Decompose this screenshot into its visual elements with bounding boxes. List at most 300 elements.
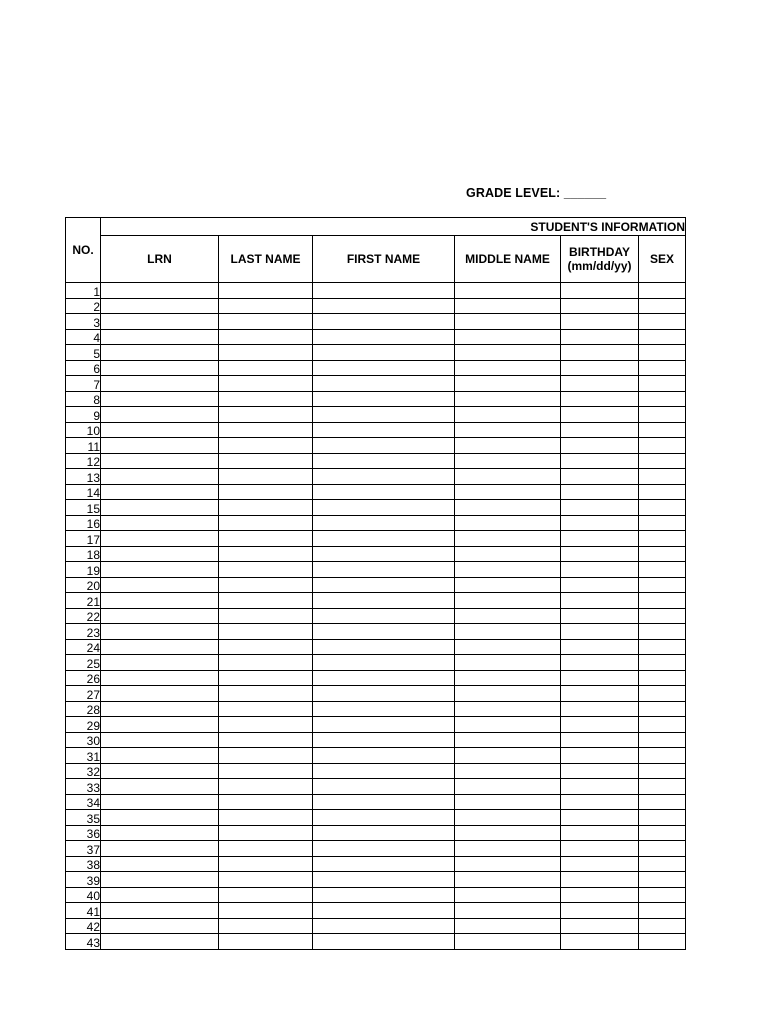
row-number: 11 [66, 438, 101, 454]
lrn-cell[interactable] [101, 360, 219, 376]
birthday-label: BIRTHDAY [569, 245, 630, 259]
birthday-cell[interactable] [561, 608, 639, 624]
birthday-cell[interactable] [561, 345, 639, 361]
lrn-cell[interactable] [101, 639, 219, 655]
middle-name-cell[interactable] [455, 577, 561, 593]
birthday-cell[interactable] [561, 283, 639, 299]
sex-cell[interactable] [639, 825, 686, 841]
middle-name-cell[interactable] [455, 686, 561, 702]
last-name-cell[interactable] [219, 934, 313, 950]
lrn-cell[interactable] [101, 825, 219, 841]
first-name-cell[interactable] [313, 314, 455, 330]
sex-cell[interactable] [639, 701, 686, 717]
last-name-cell[interactable] [219, 484, 313, 500]
birthday-cell[interactable] [561, 748, 639, 764]
first-name-cell[interactable] [313, 918, 455, 934]
middle-name-cell[interactable] [455, 670, 561, 686]
row-number: 42 [66, 918, 101, 934]
birthday-cell[interactable] [561, 903, 639, 919]
last-name-cell[interactable] [219, 314, 313, 330]
last-name-cell[interactable] [219, 438, 313, 454]
first-name-cell[interactable] [313, 779, 455, 795]
birthday-cell[interactable] [561, 655, 639, 671]
lrn-cell[interactable] [101, 810, 219, 826]
lrn-cell[interactable] [101, 314, 219, 330]
table-row [66, 918, 686, 934]
sex-cell[interactable] [639, 748, 686, 764]
last-name-cell[interactable] [219, 469, 313, 485]
table-row [66, 624, 686, 640]
sex-cell[interactable] [639, 856, 686, 872]
row-number: 17 [66, 531, 101, 547]
last-name-cell[interactable] [219, 546, 313, 562]
table-row [66, 438, 686, 454]
first-name-cell[interactable] [313, 608, 455, 624]
middle-name-cell[interactable] [455, 329, 561, 345]
middle-name-cell[interactable] [455, 701, 561, 717]
first-name-cell[interactable] [313, 407, 455, 423]
table-row [66, 407, 686, 423]
lrn-cell[interactable] [101, 562, 219, 578]
sex-cell[interactable] [639, 500, 686, 516]
table-row [66, 670, 686, 686]
middle-name-cell[interactable] [455, 283, 561, 299]
middle-name-cell[interactable] [455, 593, 561, 609]
table-row [66, 484, 686, 500]
middle-name-cell[interactable] [455, 407, 561, 423]
birthday-cell[interactable] [561, 810, 639, 826]
sex-cell[interactable] [639, 484, 686, 500]
first-name-cell[interactable] [313, 469, 455, 485]
birthday-cell[interactable] [561, 515, 639, 531]
lrn-cell[interactable] [101, 407, 219, 423]
sex-cell[interactable] [639, 872, 686, 888]
lrn-cell[interactable] [101, 779, 219, 795]
lrn-cell[interactable] [101, 531, 219, 547]
lrn-cell[interactable] [101, 794, 219, 810]
last-name-cell[interactable] [219, 624, 313, 640]
last-name-cell[interactable] [219, 918, 313, 934]
table-row [66, 887, 686, 903]
row-number: 20 [66, 577, 101, 593]
lrn-cell[interactable] [101, 670, 219, 686]
lrn-cell[interactable] [101, 918, 219, 934]
middle-name-cell[interactable] [455, 872, 561, 888]
first-name-cell[interactable] [313, 360, 455, 376]
lrn-cell[interactable] [101, 391, 219, 407]
birthday-cell[interactable] [561, 438, 639, 454]
first-name-cell[interactable] [313, 763, 455, 779]
lrn-cell[interactable] [101, 701, 219, 717]
birthday-cell[interactable] [561, 794, 639, 810]
sex-cell[interactable] [639, 794, 686, 810]
sex-cell[interactable] [639, 608, 686, 624]
middle-name-cell[interactable] [455, 810, 561, 826]
first-name-cell[interactable] [313, 624, 455, 640]
table-row [66, 283, 686, 299]
lrn-cell[interactable] [101, 422, 219, 438]
first-name-cell[interactable] [313, 670, 455, 686]
sex-cell[interactable] [639, 810, 686, 826]
birthday-cell[interactable] [561, 841, 639, 857]
first-name-cell[interactable] [313, 717, 455, 733]
sex-cell[interactable] [639, 624, 686, 640]
middle-name-cell[interactable] [455, 469, 561, 485]
lrn-cell[interactable] [101, 515, 219, 531]
first-name-cell[interactable] [313, 531, 455, 547]
first-name-cell[interactable] [313, 810, 455, 826]
sex-cell[interactable] [639, 531, 686, 547]
table-row [66, 794, 686, 810]
sex-cell[interactable] [639, 562, 686, 578]
birthday-cell[interactable] [561, 856, 639, 872]
last-name-cell[interactable] [219, 298, 313, 314]
column-header-middle-name: MIDDLE NAME [455, 236, 561, 283]
middle-name-cell[interactable] [455, 918, 561, 934]
first-name-cell[interactable] [313, 794, 455, 810]
last-name-cell[interactable] [219, 329, 313, 345]
sex-cell[interactable] [639, 577, 686, 593]
birthday-cell[interactable] [561, 329, 639, 345]
first-name-cell[interactable] [313, 298, 455, 314]
lrn-cell[interactable] [101, 903, 219, 919]
lrn-cell[interactable] [101, 298, 219, 314]
first-name-cell[interactable] [313, 856, 455, 872]
middle-name-cell[interactable] [455, 794, 561, 810]
row-number: 30 [66, 732, 101, 748]
middle-name-cell[interactable] [455, 934, 561, 950]
middle-name-cell[interactable] [455, 438, 561, 454]
row-number: 15 [66, 500, 101, 516]
row-number: 7 [66, 376, 101, 392]
middle-name-cell[interactable] [455, 453, 561, 469]
birthday-cell[interactable] [561, 484, 639, 500]
middle-name-cell[interactable] [455, 639, 561, 655]
lrn-cell[interactable] [101, 655, 219, 671]
table-row [66, 593, 686, 609]
table-row [66, 391, 686, 407]
sex-cell[interactable] [639, 934, 686, 950]
table-row [66, 531, 686, 547]
first-name-cell[interactable] [313, 500, 455, 516]
grade-level-label: GRADE LEVEL: ______ [466, 186, 607, 200]
lrn-cell[interactable] [101, 624, 219, 640]
first-name-cell[interactable] [313, 562, 455, 578]
row-number: 22 [66, 608, 101, 624]
sex-cell[interactable] [639, 283, 686, 299]
birthday-cell[interactable] [561, 422, 639, 438]
birthday-cell[interactable] [561, 593, 639, 609]
first-name-cell[interactable] [313, 872, 455, 888]
last-name-cell[interactable] [219, 500, 313, 516]
lrn-cell[interactable] [101, 608, 219, 624]
last-name-cell[interactable] [219, 577, 313, 593]
first-name-cell[interactable] [313, 283, 455, 299]
middle-name-cell[interactable] [455, 360, 561, 376]
first-name-cell[interactable] [313, 593, 455, 609]
table-row [66, 763, 686, 779]
middle-name-cell[interactable] [455, 748, 561, 764]
last-name-cell[interactable] [219, 407, 313, 423]
birthday-cell[interactable] [561, 577, 639, 593]
sex-cell[interactable] [639, 655, 686, 671]
middle-name-cell[interactable] [455, 484, 561, 500]
lrn-cell[interactable] [101, 732, 219, 748]
birthday-format: (mm/dd/yy) [567, 259, 632, 273]
middle-name-cell[interactable] [455, 856, 561, 872]
lrn-cell[interactable] [101, 438, 219, 454]
sex-cell[interactable] [639, 515, 686, 531]
last-name-cell[interactable] [219, 794, 313, 810]
birthday-cell[interactable] [561, 918, 639, 934]
table-row [66, 639, 686, 655]
birthday-cell[interactable] [561, 639, 639, 655]
lrn-cell[interactable] [101, 345, 219, 361]
birthday-cell[interactable] [561, 360, 639, 376]
last-name-cell[interactable] [219, 686, 313, 702]
sex-cell[interactable] [639, 469, 686, 485]
birthday-cell[interactable] [561, 453, 639, 469]
last-name-cell[interactable] [219, 903, 313, 919]
birthday-cell[interactable] [561, 391, 639, 407]
sex-cell[interactable] [639, 376, 686, 392]
birthday-cell[interactable] [561, 732, 639, 748]
birthday-cell[interactable] [561, 825, 639, 841]
middle-name-cell[interactable] [455, 825, 561, 841]
middle-name-cell[interactable] [455, 763, 561, 779]
last-name-cell[interactable] [219, 515, 313, 531]
sex-cell[interactable] [639, 345, 686, 361]
last-name-cell[interactable] [219, 763, 313, 779]
birthday-cell[interactable] [561, 763, 639, 779]
middle-name-cell[interactable] [455, 500, 561, 516]
table-row [66, 515, 686, 531]
middle-name-cell[interactable] [455, 887, 561, 903]
sex-cell[interactable] [639, 686, 686, 702]
middle-name-cell[interactable] [455, 717, 561, 733]
table-row [66, 903, 686, 919]
sex-cell[interactable] [639, 593, 686, 609]
last-name-cell[interactable] [219, 748, 313, 764]
last-name-cell[interactable] [219, 376, 313, 392]
middle-name-cell[interactable] [455, 531, 561, 547]
last-name-cell[interactable] [219, 825, 313, 841]
lrn-cell[interactable] [101, 546, 219, 562]
lrn-cell[interactable] [101, 484, 219, 500]
middle-name-cell[interactable] [455, 608, 561, 624]
last-name-cell[interactable] [219, 639, 313, 655]
birthday-cell[interactable] [561, 686, 639, 702]
birthday-cell[interactable] [561, 314, 639, 330]
column-header-last-name: LAST NAME [219, 236, 313, 283]
first-name-cell[interactable] [313, 841, 455, 857]
table-row [66, 934, 686, 950]
first-name-cell[interactable] [313, 376, 455, 392]
middle-name-cell[interactable] [455, 391, 561, 407]
sex-cell[interactable] [639, 546, 686, 562]
birthday-cell[interactable] [561, 624, 639, 640]
birthday-cell[interactable] [561, 500, 639, 516]
first-name-cell[interactable] [313, 639, 455, 655]
middle-name-cell[interactable] [455, 422, 561, 438]
birthday-cell[interactable] [561, 407, 639, 423]
last-name-cell[interactable] [219, 391, 313, 407]
birthday-cell[interactable] [561, 779, 639, 795]
last-name-cell[interactable] [219, 562, 313, 578]
birthday-cell[interactable] [561, 701, 639, 717]
lrn-cell[interactable] [101, 593, 219, 609]
lrn-cell[interactable] [101, 856, 219, 872]
first-name-cell[interactable] [313, 701, 455, 717]
middle-name-cell[interactable] [455, 903, 561, 919]
first-name-cell[interactable] [313, 577, 455, 593]
last-name-cell[interactable] [219, 872, 313, 888]
last-name-cell[interactable] [219, 453, 313, 469]
first-name-cell[interactable] [313, 686, 455, 702]
first-name-cell[interactable] [313, 655, 455, 671]
lrn-cell[interactable] [101, 763, 219, 779]
middle-name-cell[interactable] [455, 345, 561, 361]
birthday-cell[interactable] [561, 298, 639, 314]
birthday-cell[interactable] [561, 546, 639, 562]
row-number: 4 [66, 329, 101, 345]
sex-cell[interactable] [639, 314, 686, 330]
sex-cell[interactable] [639, 918, 686, 934]
sex-cell[interactable] [639, 763, 686, 779]
sex-cell[interactable] [639, 779, 686, 795]
last-name-cell[interactable] [219, 360, 313, 376]
lrn-cell[interactable] [101, 872, 219, 888]
middle-name-cell[interactable] [455, 624, 561, 640]
sex-cell[interactable] [639, 887, 686, 903]
last-name-cell[interactable] [219, 670, 313, 686]
first-name-cell[interactable] [313, 825, 455, 841]
lrn-cell[interactable] [101, 376, 219, 392]
middle-name-cell[interactable] [455, 376, 561, 392]
first-name-cell[interactable] [313, 515, 455, 531]
middle-name-cell[interactable] [455, 841, 561, 857]
first-name-cell[interactable] [313, 345, 455, 361]
birthday-cell[interactable] [561, 934, 639, 950]
lrn-cell[interactable] [101, 500, 219, 516]
lrn-cell[interactable] [101, 841, 219, 857]
first-name-cell[interactable] [313, 438, 455, 454]
birthday-cell[interactable] [561, 469, 639, 485]
first-name-cell[interactable] [313, 453, 455, 469]
middle-name-cell[interactable] [455, 779, 561, 795]
last-name-cell[interactable] [219, 856, 313, 872]
sex-cell[interactable] [639, 732, 686, 748]
last-name-cell[interactable] [219, 810, 313, 826]
lrn-cell[interactable] [101, 887, 219, 903]
birthday-cell[interactable] [561, 376, 639, 392]
sex-cell[interactable] [639, 391, 686, 407]
last-name-cell[interactable] [219, 732, 313, 748]
sex-cell[interactable] [639, 360, 686, 376]
lrn-cell[interactable] [101, 748, 219, 764]
table-row [66, 453, 686, 469]
sex-cell[interactable] [639, 670, 686, 686]
last-name-cell[interactable] [219, 283, 313, 299]
sex-cell[interactable] [639, 453, 686, 469]
row-number: 5 [66, 345, 101, 361]
last-name-cell[interactable] [219, 608, 313, 624]
middle-name-cell[interactable] [455, 546, 561, 562]
middle-name-cell[interactable] [455, 655, 561, 671]
last-name-cell[interactable] [219, 655, 313, 671]
middle-name-cell[interactable] [455, 314, 561, 330]
lrn-cell[interactable] [101, 934, 219, 950]
lrn-cell[interactable] [101, 453, 219, 469]
last-name-cell[interactable] [219, 779, 313, 795]
middle-name-cell[interactable] [455, 562, 561, 578]
last-name-cell[interactable] [219, 717, 313, 733]
first-name-cell[interactable] [313, 422, 455, 438]
sex-cell[interactable] [639, 329, 686, 345]
row-number: 26 [66, 670, 101, 686]
table-row [66, 655, 686, 671]
last-name-cell[interactable] [219, 593, 313, 609]
last-name-cell[interactable] [219, 701, 313, 717]
lrn-cell[interactable] [101, 329, 219, 345]
table-row [66, 748, 686, 764]
sex-cell[interactable] [639, 903, 686, 919]
first-name-cell[interactable] [313, 903, 455, 919]
last-name-cell[interactable] [219, 422, 313, 438]
first-name-cell[interactable] [313, 934, 455, 950]
lrn-cell[interactable] [101, 717, 219, 733]
sex-cell[interactable] [639, 639, 686, 655]
table-row [66, 856, 686, 872]
last-name-cell[interactable] [219, 887, 313, 903]
sex-cell[interactable] [639, 422, 686, 438]
first-name-cell[interactable] [313, 484, 455, 500]
sex-cell[interactable] [639, 407, 686, 423]
last-name-cell[interactable] [219, 531, 313, 547]
column-header-no: NO. [66, 218, 101, 283]
birthday-cell[interactable] [561, 562, 639, 578]
sex-cell[interactable] [639, 298, 686, 314]
lrn-cell[interactable] [101, 283, 219, 299]
lrn-cell[interactable] [101, 469, 219, 485]
sex-cell[interactable] [639, 841, 686, 857]
first-name-cell[interactable] [313, 329, 455, 345]
lrn-cell[interactable] [101, 686, 219, 702]
sex-cell[interactable] [639, 438, 686, 454]
birthday-cell[interactable] [561, 872, 639, 888]
last-name-cell[interactable] [219, 345, 313, 361]
birthday-cell[interactable] [561, 717, 639, 733]
birthday-cell[interactable] [561, 887, 639, 903]
lrn-cell[interactable] [101, 577, 219, 593]
table-row [66, 298, 686, 314]
first-name-cell[interactable] [313, 546, 455, 562]
first-name-cell[interactable] [313, 748, 455, 764]
birthday-cell[interactable] [561, 670, 639, 686]
last-name-cell[interactable] [219, 841, 313, 857]
first-name-cell[interactable] [313, 887, 455, 903]
birthday-cell[interactable] [561, 531, 639, 547]
table-row [66, 841, 686, 857]
row-number: 16 [66, 515, 101, 531]
table-row [66, 686, 686, 702]
sex-cell[interactable] [639, 717, 686, 733]
middle-name-cell[interactable] [455, 298, 561, 314]
first-name-cell[interactable] [313, 391, 455, 407]
middle-name-cell[interactable] [455, 732, 561, 748]
first-name-cell[interactable] [313, 732, 455, 748]
middle-name-cell[interactable] [455, 515, 561, 531]
